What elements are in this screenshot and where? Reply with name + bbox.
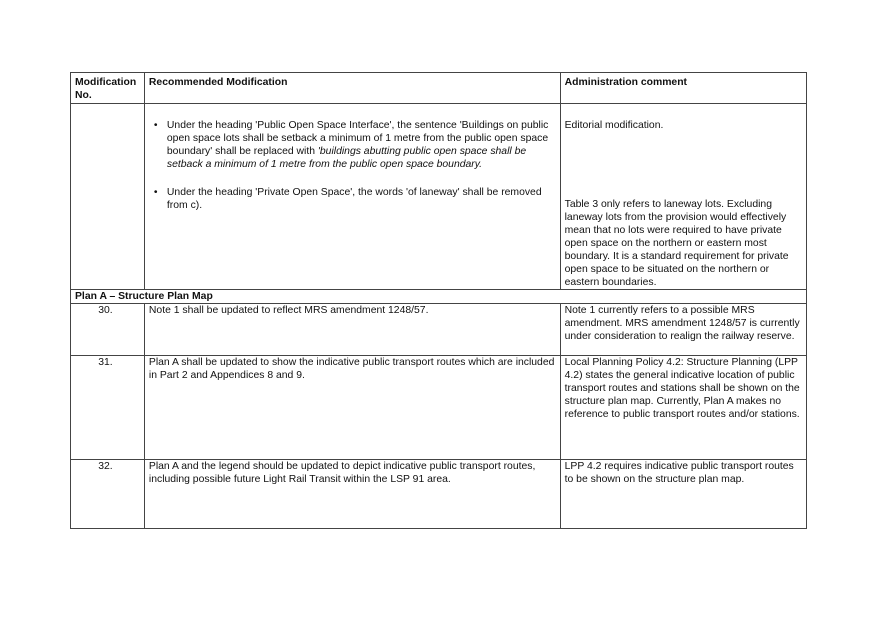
table-row	[71, 304, 807, 356]
comment-text: Editorial modification.	[564, 120, 664, 131]
bullet-text-italic: 'buildings abutting public open space shall be setback a minimum of 1 metre from the public open space boundary.	[166, 146, 527, 170]
modification-text: Plan A shall be updated to show the indicative public transport routes which are included in Part 2 and Appendices 8 and 9.	[144, 356, 560, 460]
table-row	[71, 460, 807, 529]
table-row	[71, 104, 807, 290]
modifications-table	[70, 72, 807, 529]
row-number: 31.	[71, 356, 145, 460]
list-item	[153, 119, 556, 186]
modification-text: Note 1 shall be updated to reflect MRS amendment 1248/57.	[144, 304, 560, 356]
comment-text: Table 3 only refers to laneway lots. Excluding laneway lots from the provision would effectively mean that no lots were required to have private open space on the northern or eastern most boundary. It is a standard requirement for private open space to be situated on the northern or eastern boundaries.	[564, 199, 789, 288]
header-modification-no: Modification No.	[71, 73, 145, 104]
header-recommended-modification: Recommended Modification	[144, 73, 560, 104]
comment-cell	[560, 104, 806, 290]
list-item	[153, 186, 556, 212]
section-row	[71, 290, 807, 304]
bullet-text: Under the heading 'Private Open Space', the words 'of laneway' shall be removed from c).	[166, 187, 542, 211]
row-number: 32.	[71, 460, 145, 529]
modification-cell	[144, 104, 560, 290]
row-number-cell	[71, 104, 145, 290]
bullet-icon: •	[153, 187, 158, 198]
table-row	[71, 356, 807, 460]
section-heading: Plan A – Structure Plan Map	[71, 290, 807, 304]
modification-bullets	[149, 119, 556, 212]
bullet-icon: •	[153, 120, 158, 131]
comment-text: Note 1 currently refers to a possible MRS amendment. MRS amendment 1248/57 is currently under consideration to realign the railway reserve.	[560, 304, 806, 356]
row-number: 30.	[71, 304, 145, 356]
header-administration-comment: Administration comment	[560, 73, 806, 104]
comment-text: LPP 4.2 requires indicative public transport routes to be shown on the structure plan map.	[560, 460, 806, 529]
modification-text: Plan A and the legend should be updated to depict indicative public transport routes, including possible future Light Rail Transit within the LSP 91 area.	[144, 460, 560, 529]
table-header-row	[71, 73, 807, 104]
comment-text: Local Planning Policy 4.2: Structure Planning (LPP 4.2) states the general indicative location of public transport routes and stations shall be shown on the structure plan map. Currently, Plan A makes no reference to public transport routes and/or stations.	[560, 356, 806, 460]
bullet-text: Under the heading 'Public Open Space Interface', the sentence 'Buildings on public open space lots shall be setback a minimum of 1 metre from the public open space boundary' shall be replaced with	[166, 120, 549, 157]
